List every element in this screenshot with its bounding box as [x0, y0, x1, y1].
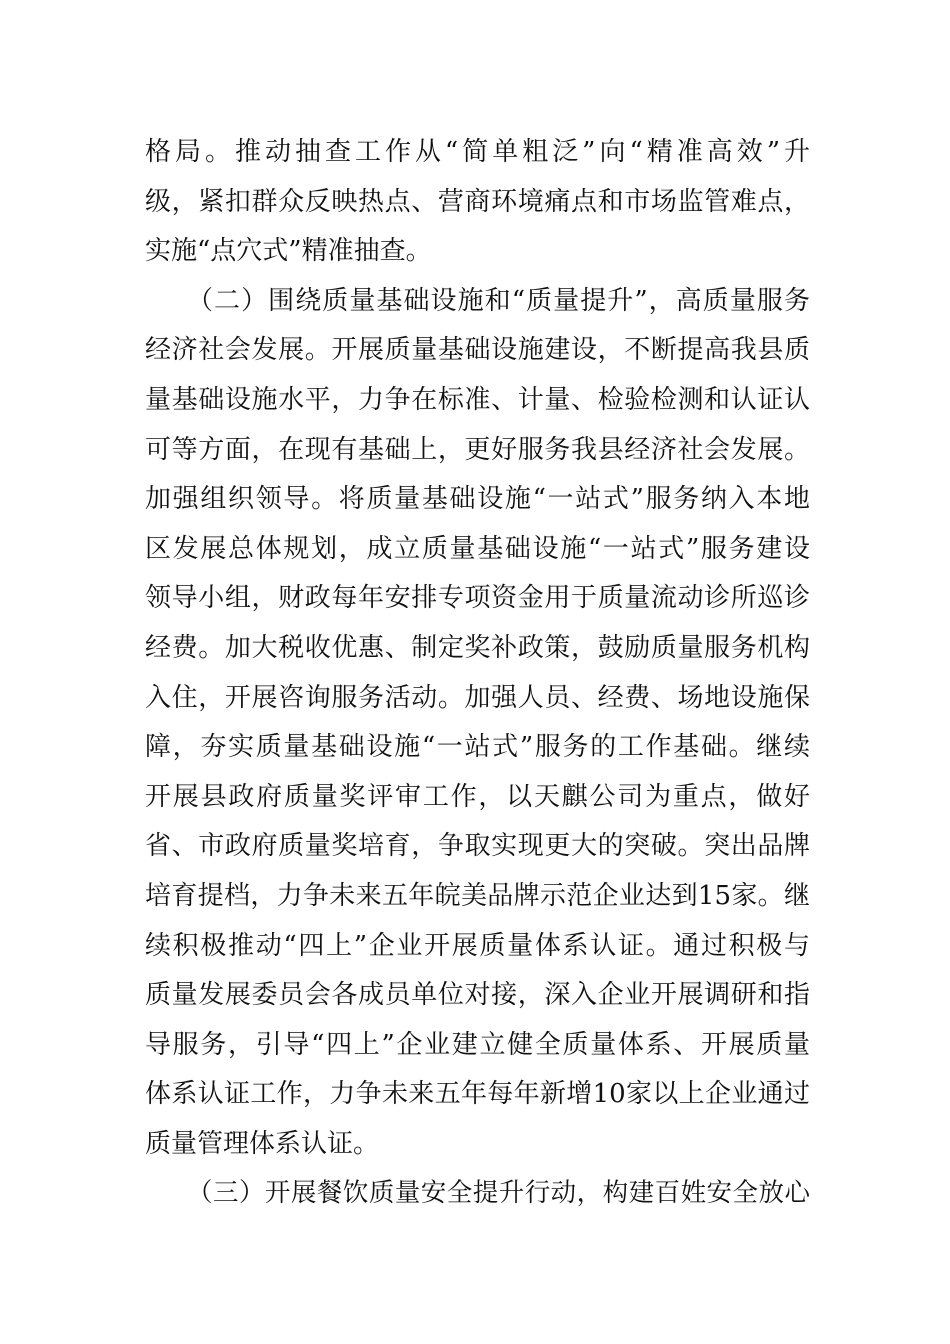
text-line: 质量管理体系认证。: [145, 1128, 380, 1159]
text-line: 量基础设施水平，力争在标准、计量、检验检测和认证认: [145, 384, 810, 415]
text-line: 导服务，引导“四上”企业建立健全质量体系、开展质量: [145, 1029, 810, 1060]
text-line: 格局。推动抽查工作从“简单粗泛”向“精准高效”升: [145, 137, 810, 167]
text-line: 开展县政府质量奖评审工作，以天麒公司为重点，做好: [145, 781, 810, 812]
text-line: 培育提档，力争未来五年皖美品牌示范企业达到15家。继: [145, 880, 810, 911]
section-heading-3: （三）开展餐饮质量安全提升行动，构建百姓安全放心: [187, 1178, 810, 1209]
text-line: 质量发展委员会各成员单位对接，深入企业开展调研和指: [145, 980, 810, 1011]
text-line: 领导小组，财政每年安排专项资金用于质量流动诊所巡诊: [145, 583, 810, 614]
text-line: 障，夯实质量基础设施“一站式”服务的工作基础。继续: [145, 732, 810, 763]
body-text: [145, 128, 810, 1219]
text-line: 可等方面，在现有基础上，更好服务我县经济社会发展。: [145, 434, 810, 465]
section-heading-2: （二）围绕质量基础设施和“质量提升”，高质量服务: [187, 285, 810, 316]
text-line: 经费。加大税收优惠、制定奖补政策，鼓励质量服务机构: [145, 632, 810, 663]
text-line: 经济社会发展。开展质量基础设施建设，不断提高我县质: [145, 335, 810, 366]
text-line: 体系认证工作，力争未来五年每年新增10家以上企业通过: [145, 1079, 810, 1110]
text-line: 实施“点穴式”精准抽查。: [145, 236, 432, 267]
text-line: 加强组织领导。将质量基础设施“一站式”服务纳入本地: [145, 484, 810, 515]
text-line: 入住，开展咨询服务活动。加强人员、经费、场地设施保: [145, 682, 810, 713]
text-line: 区发展总体规划，成立质量基础设施“一站式”服务建设: [145, 533, 810, 564]
text-line: 续积极推动“四上”企业开展质量体系认证。通过积极与: [145, 930, 810, 961]
text-line: 省、市政府质量奖培育，争取实现更大的突破。突出品牌: [145, 831, 810, 862]
text-line: 级，紧扣群众反映热点、营商环境痛点和市场监管难点，: [145, 186, 810, 217]
